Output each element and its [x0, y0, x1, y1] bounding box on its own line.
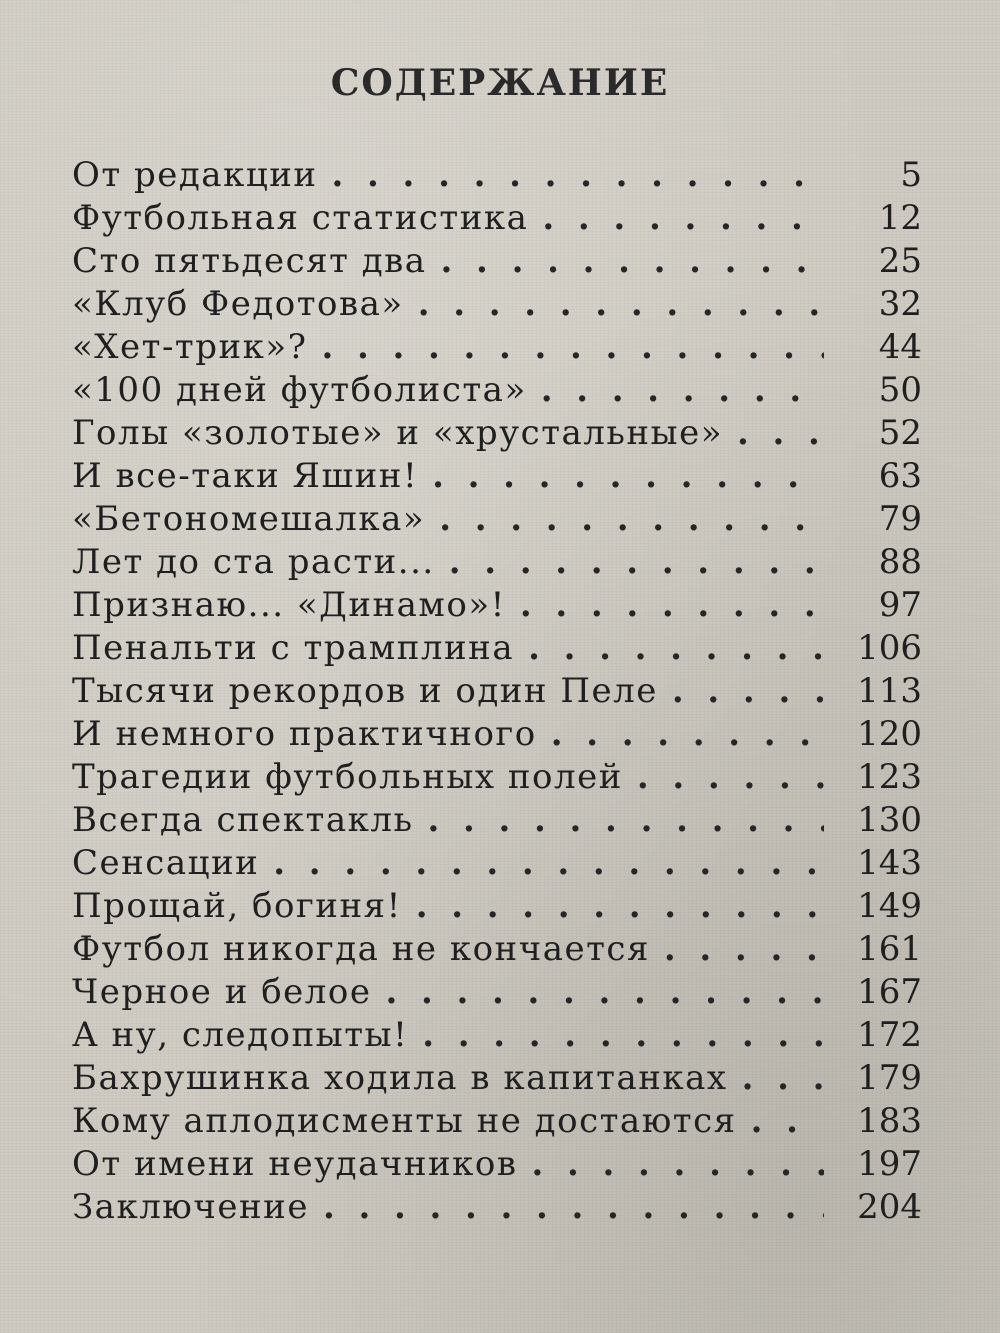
toc-entry-page-number: 130 [857, 800, 922, 840]
toc-entry-page-number: 97 [878, 585, 922, 625]
toc-entry-page-number: 197 [857, 1144, 922, 1184]
toc-entry-page-number: 106 [857, 628, 922, 668]
toc-entry [72, 1057, 922, 1100]
toc-entry-title: Лет до ста расти... [72, 542, 435, 582]
toc-entry [72, 326, 922, 369]
toc-entry [72, 283, 922, 326]
toc-entry-page-number: 143 [857, 843, 922, 883]
toc-entry [72, 455, 922, 498]
toc-entry-title: Всегда спектакль [72, 800, 414, 840]
toc-entry-page-number: 123 [857, 757, 922, 797]
toc-entry-page-number: 149 [857, 886, 922, 926]
toc-entry-title: Сто пятьдесят два [72, 241, 427, 281]
toc-entry [72, 369, 922, 412]
table-of-contents [72, 154, 922, 1229]
toc-entry-title: Футбол никогда не кончается [72, 929, 650, 969]
toc-entry-page-number: 167 [857, 972, 922, 1012]
dot-leader [541, 369, 824, 412]
dot-leader [637, 756, 824, 799]
toc-entry [72, 885, 922, 928]
toc-entry [72, 842, 922, 885]
toc-entry-page-number: 63 [878, 456, 922, 496]
toc-entry [72, 627, 922, 670]
toc-entry-title: «Бетономешалка» [72, 499, 426, 539]
toc-entry-title: «100 дней футболиста» [72, 370, 527, 410]
dot-leader [520, 584, 824, 627]
dot-leader [418, 283, 824, 326]
toc-entry [72, 928, 922, 971]
dot-leader [664, 928, 824, 971]
dot-leader [449, 541, 824, 584]
toc-entry-page-number: 25 [878, 241, 922, 281]
toc-entry [72, 1014, 922, 1057]
toc-entry-page-number: 204 [857, 1187, 922, 1227]
toc-entry-page-number: 88 [878, 542, 922, 582]
toc-entry-title: «Клуб Федотова» [72, 284, 404, 324]
toc-entry-title: Прощай, богиня! [72, 886, 402, 926]
dot-leader [273, 842, 824, 885]
dot-leader [532, 1143, 824, 1186]
toc-entry [72, 670, 922, 713]
dot-leader [432, 455, 824, 498]
toc-entry-title: Заключение [72, 1187, 309, 1227]
toc-entry-title: Сенсации [72, 843, 260, 883]
dot-leader [422, 1014, 824, 1057]
page-title: СОДЕРЖАНИЕ [330, 62, 670, 104]
dot-leader [672, 670, 824, 713]
toc-entry-title: Тысячи рекордов и один Пеле [72, 671, 658, 711]
dot-leader [751, 1100, 824, 1143]
toc-entry-title: Бахрушинка ходила в капитанках [72, 1058, 728, 1098]
toc-entry-page-number: 5 [900, 155, 922, 195]
toc-entry [72, 154, 922, 197]
toc-entry-page-number: 32 [878, 284, 922, 324]
toc-entry [72, 240, 922, 283]
toc-entry [72, 541, 922, 584]
dot-leader [385, 971, 824, 1014]
dot-leader [416, 885, 824, 928]
toc-entry-page-number: 183 [857, 1101, 922, 1141]
toc-entry-title: Голы «золотые» и «хрустальные» [72, 413, 724, 453]
toc-entry [72, 1143, 922, 1186]
dot-leader [441, 240, 824, 283]
toc-entry-page-number: 79 [878, 499, 922, 539]
toc-entry-title: Футбольная статистика [72, 198, 529, 238]
toc-entry-page-number: 179 [857, 1058, 922, 1098]
toc-entry-page-number: 113 [857, 671, 922, 711]
dot-leader [439, 498, 824, 541]
toc-entry-title: «Хет-трик»? [72, 327, 308, 367]
toc-entry-page-number: 161 [857, 929, 922, 969]
dot-leader [323, 1186, 824, 1229]
toc-entry [72, 197, 922, 240]
toc-entry-page-number: 52 [878, 413, 922, 453]
toc-entry [72, 756, 922, 799]
toc-entry [72, 1186, 922, 1229]
toc-entry [72, 498, 922, 541]
toc-entry-title: Кому аплодисменты не достаются [72, 1101, 737, 1141]
toc-entry [72, 713, 922, 756]
dot-leader [742, 1057, 824, 1100]
toc-entry-page-number: 50 [878, 370, 922, 410]
toc-entry [72, 971, 922, 1014]
toc-entry-title: Признаю... «Динамо»! [72, 585, 506, 625]
toc-entry-title: От имени неудачников [72, 1144, 518, 1184]
toc-entry-title: Черное и белое [72, 972, 372, 1012]
toc-entry-title: От редакции [72, 155, 318, 195]
toc-entry-title: А ну, следопыты! [72, 1015, 409, 1055]
toc-entry [72, 584, 922, 627]
toc-entry-title: И все-таки Яшин! [72, 456, 419, 496]
dot-leader [542, 197, 824, 240]
toc-entry-title: И немного практичного [72, 714, 537, 754]
toc-entry-page-number: 12 [878, 198, 922, 238]
toc-entry-page-number: 44 [878, 327, 922, 367]
dot-leader [428, 799, 825, 842]
dot-leader [321, 326, 824, 369]
toc-entry-page-number: 172 [857, 1015, 922, 1055]
toc-entry-title: Трагедии футбольных полей [72, 757, 623, 797]
toc-entry [72, 1100, 922, 1143]
toc-entry-title: Пенальти с трамплина [72, 628, 515, 668]
toc-entry [72, 799, 922, 842]
dot-leader [737, 412, 824, 455]
toc-entry-page-number: 120 [857, 714, 922, 754]
dot-leader [551, 713, 824, 756]
dot-leader [528, 627, 824, 670]
toc-entry [72, 412, 922, 455]
dot-leader [332, 154, 824, 197]
